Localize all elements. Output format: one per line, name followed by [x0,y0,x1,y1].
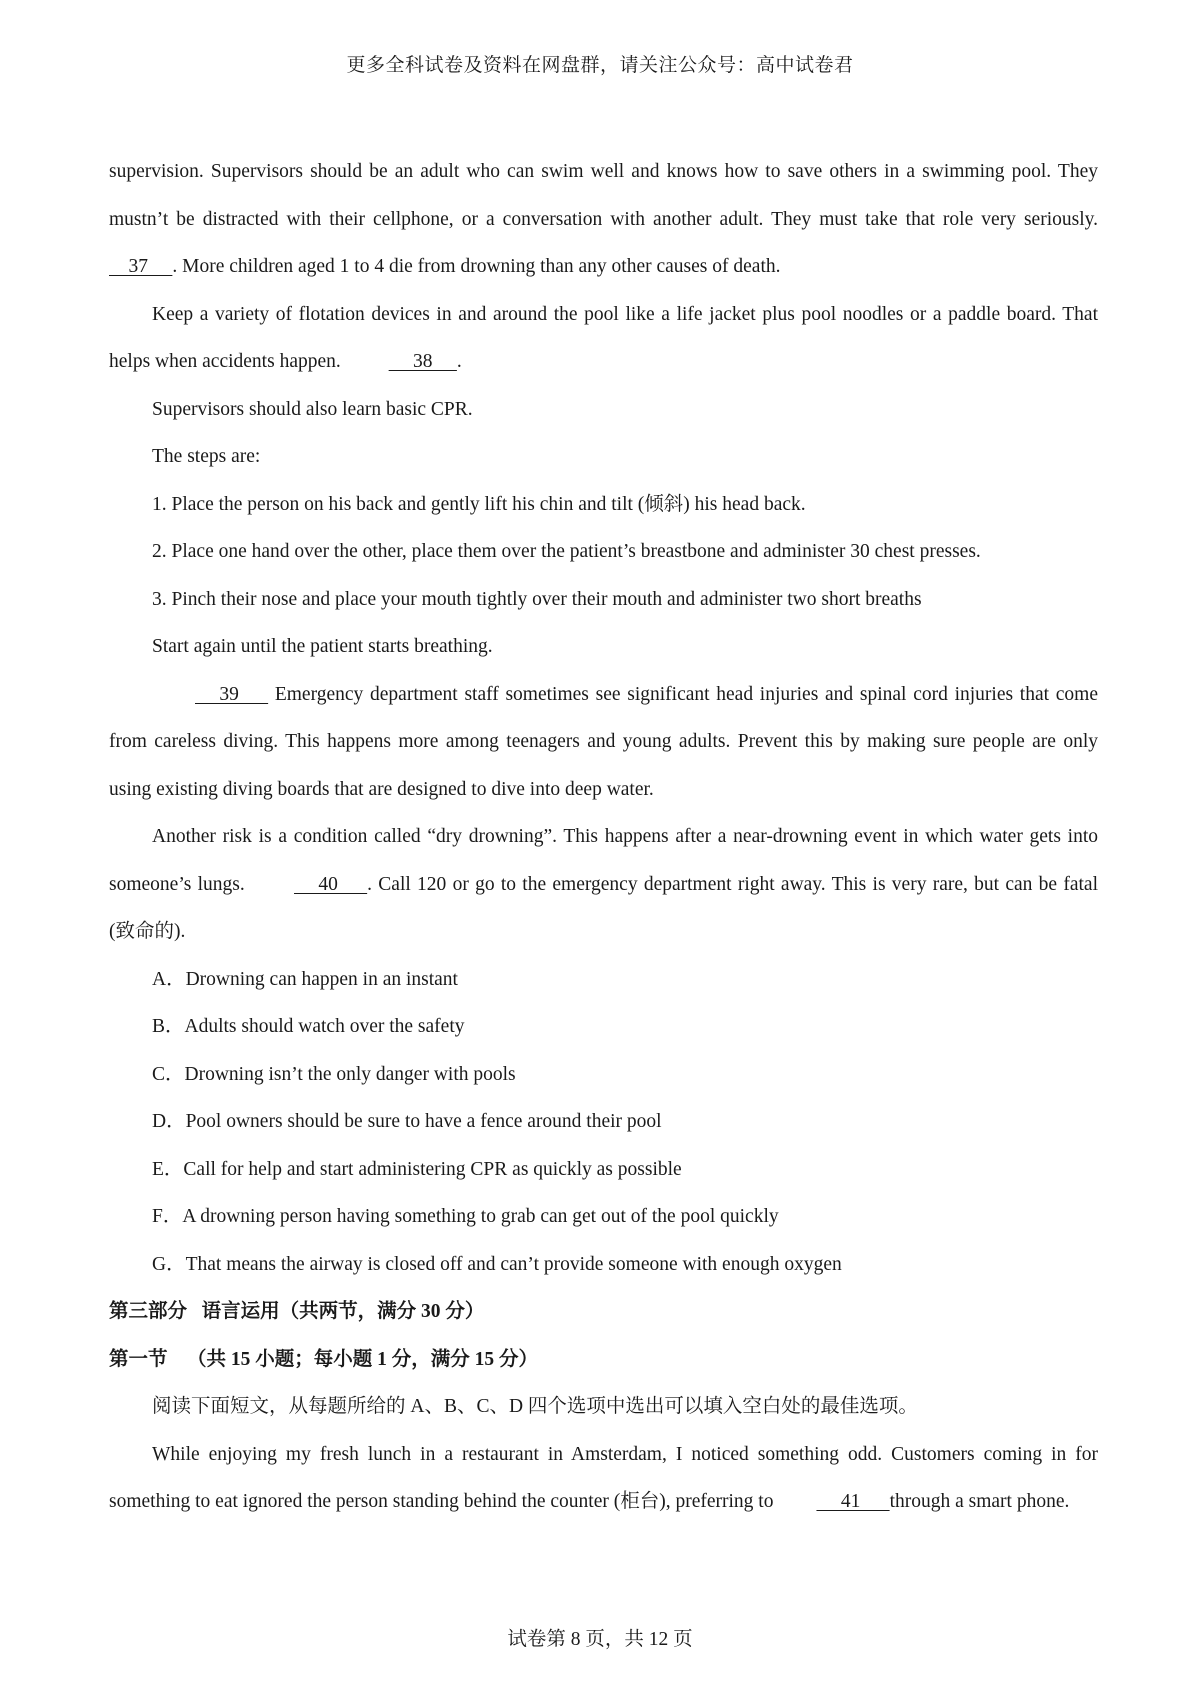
paragraph-supervision [109,148,1098,291]
cpr-repeat: Start again until the patient starts breathing. [152,636,493,657]
paragraph-text: While enjoying my fresh lunch in a restaurant in Amsterdam, I noticed something odd. Customers coming in for something to eat ignored the person standing behind the counter (柜台), preferring to [109,1443,1098,1512]
blank-41: 41 [816,1491,890,1512]
paragraph-text: Another risk is a condition called “dry drowning”. This happens after a near-drowning event in which water gets into someone’s lungs. [109,826,1098,895]
blank-40: 40 [294,873,368,895]
blank-38: 38 [388,351,457,372]
page-content [109,148,1098,1526]
cpr-step: 1. Place the person on his back and gently lift his chin and tilt (倾斜) his head back. [152,493,806,515]
section1-heading: 第一节 （共 15 小题；每小题 1 分，满分 15 分） [109,1348,539,1370]
paragraph-flotation [109,291,1098,386]
cpr-steps-label: The steps are: [152,446,261,467]
option-a: A．Drowning can happen in an instant [152,968,458,990]
paragraph-dry-drowning [109,813,1098,956]
paragraph-diving [109,671,1098,814]
blank-37: 37 [109,256,173,277]
paragraph-text: Keep a variety of flotation devices in and around the pool like a life jacket plus pool noodles or a paddle board. That helps when accidents happen. [109,303,1098,372]
blank-39: 39 [195,683,269,705]
cpr-step: 3. Pinch their nose and place your mouth tightly over their mouth and administer two short breaths [152,588,922,610]
paragraph-text: supervision. Supervisors should be an adult who can swim well and knows how to save others in a swimming pool. They mustn’t be distracted with their cellphone, or a conversation with another adult. They must take that role very seriously. [109,161,1098,230]
part3-heading: 第三部分 语言运用（共两节，满分 30 分） [109,1301,485,1322]
option-f: F．A drowning person having something to grab can get out of the pool quickly [152,1206,779,1227]
option-g: G．That means the airway is closed off and can’t provide someone with enough oxygen [152,1253,842,1275]
cpr-step: 2. Place one hand over the other, place them over the patient’s breastbone and administer 30 chest presses. [152,541,981,562]
page-header-notice: 更多全科试卷及资料在网盘群，请关注公众号：高中试卷君 [346,55,854,76]
section-instruction: 阅读下面短文，从每题所给的 A、B、C、D 四个选项中选出可以填入空白处的最佳选项。 [152,1396,918,1417]
cpr-intro: Supervisors should also learn basic CPR. [152,398,473,420]
paragraph-passage [109,1431,1098,1526]
option-b: B．Adults should watch over the safety [152,1016,465,1037]
paragraph-text: Emergency department staff sometimes see significant head injuries and spinal cord injuries that come from careless diving. This happens more among teenagers and young adults. Prevent this by making sure people are only using existing diving boards that are designed to dive into deep water. [109,683,1098,800]
option-e: E．Call for help and start administering CPR as quickly as possible [152,1158,682,1180]
option-c: C．Drowning isn’t the only danger with pools [152,1063,516,1085]
option-d: D．Pool owners should be sure to have a fence around their pool [152,1111,662,1132]
paragraph-text-after: . [456,351,462,372]
paragraph-text-after: . More children aged 1 to 4 die from drowning than any other causes of death. [172,256,781,277]
paragraph-text-after: . Call 120 or go to the emergency department right away. This is very rare, but can be fatal (致命的). [109,873,1098,942]
paragraph-text-after: through a smart phone. [889,1491,1070,1512]
page-footer: 试卷第 8 页，共 12 页 [507,1629,693,1650]
